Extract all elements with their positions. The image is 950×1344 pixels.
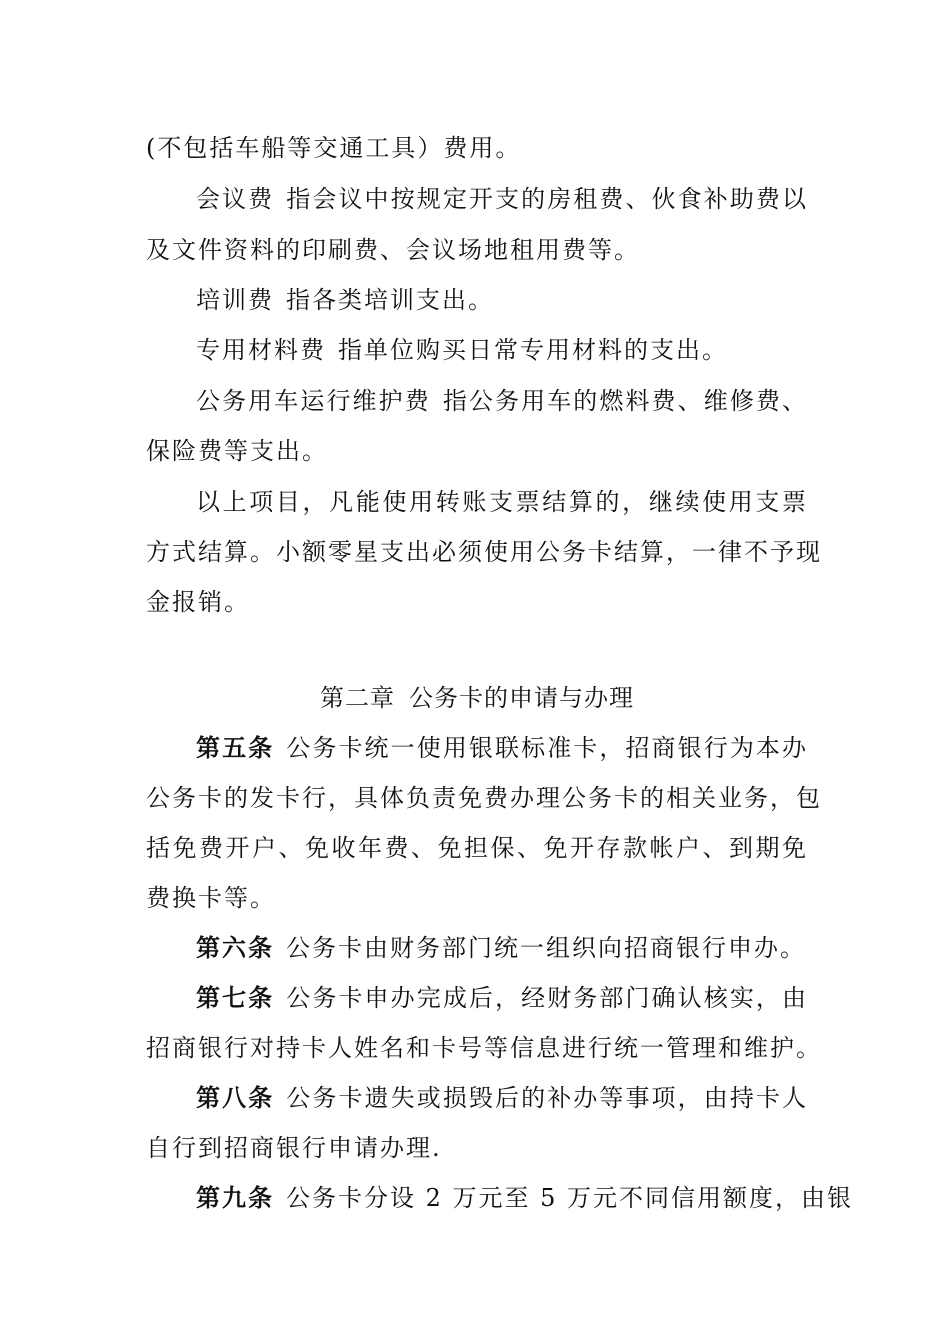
text-segment: 公务卡遗失或损毁后的补办等事项，由持卡人	[286, 1084, 809, 1112]
chapter-number: 第二章	[320, 684, 395, 712]
article-label: 第八条	[196, 1084, 275, 1112]
term-vehicle-fee: 公务用车运行维护费	[196, 387, 431, 415]
text-segment: 公务卡由财务部门统一组织向招商银行申办。	[286, 934, 806, 962]
chapter-heading	[146, 678, 808, 718]
article-6	[196, 928, 808, 968]
article-label: 第七条	[196, 984, 275, 1012]
text-segment: 指单位购买日常专用材料的支出。	[338, 336, 728, 364]
text-line: 费换卡等。	[146, 884, 276, 912]
text-line: 自行到招商银行申请办理.	[146, 1134, 442, 1162]
text-line: 保险费等支出。	[146, 437, 328, 465]
text-segment: 公务卡分设 2 万元至 5 万元不同信用额度，由银	[286, 1184, 854, 1212]
text-line: 招商银行对持卡人姓名和卡号等信息进行统一管理和维护。	[146, 1034, 822, 1062]
term-training-fee: 培训费	[196, 286, 274, 314]
article-7	[196, 978, 808, 1018]
chapter-title: 公务卡的申请与办理	[409, 684, 634, 712]
text-segment: 公务卡申办完成后，经财务部门确认核实，由	[286, 984, 809, 1012]
paragraph-meeting-fee	[196, 179, 808, 219]
paragraph-settlement: 以上项目，凡能使用转账支票结算的，继续使用支票	[196, 488, 808, 516]
paragraph-training-fee	[196, 280, 808, 320]
text-line: 方式结算。小额零星支出必须使用公务卡结算，一律不予现	[146, 538, 822, 566]
text-segment: 指各类培训支出。	[286, 286, 494, 314]
paragraph-vehicle-fee	[196, 381, 808, 421]
text-line: 公务卡的发卡行，具体负责免费办理公务卡的相关业务，包	[146, 784, 822, 812]
article-5	[196, 728, 808, 768]
text-line: (不包括车船等交通工具）费用。	[146, 134, 522, 162]
text-line: 括免费开户、免收年费、免担保、免开存款帐户、到期免	[146, 834, 808, 862]
article-label: 第九条	[196, 1184, 274, 1212]
text-segment: 指会议中按规定开支的房租费、伙食补助费以	[286, 185, 809, 213]
article-8	[196, 1078, 808, 1118]
text-line: 金报销。	[146, 588, 250, 616]
term-materials-fee: 专用材料费	[196, 336, 326, 364]
article-label: 第五条	[196, 734, 275, 762]
paragraph-materials-fee	[196, 330, 808, 370]
term-meeting-fee: 会议费	[196, 185, 275, 213]
text-segment: 公务卡统一使用银联标准卡，招商银行为本办	[286, 734, 809, 762]
article-9	[196, 1178, 854, 1218]
text-line: 及文件资料的印刷费、会议场地租用费等。	[146, 236, 640, 264]
article-label: 第六条	[196, 934, 274, 962]
text-segment: 指公务用车的燃料费、维修费、	[442, 387, 809, 415]
